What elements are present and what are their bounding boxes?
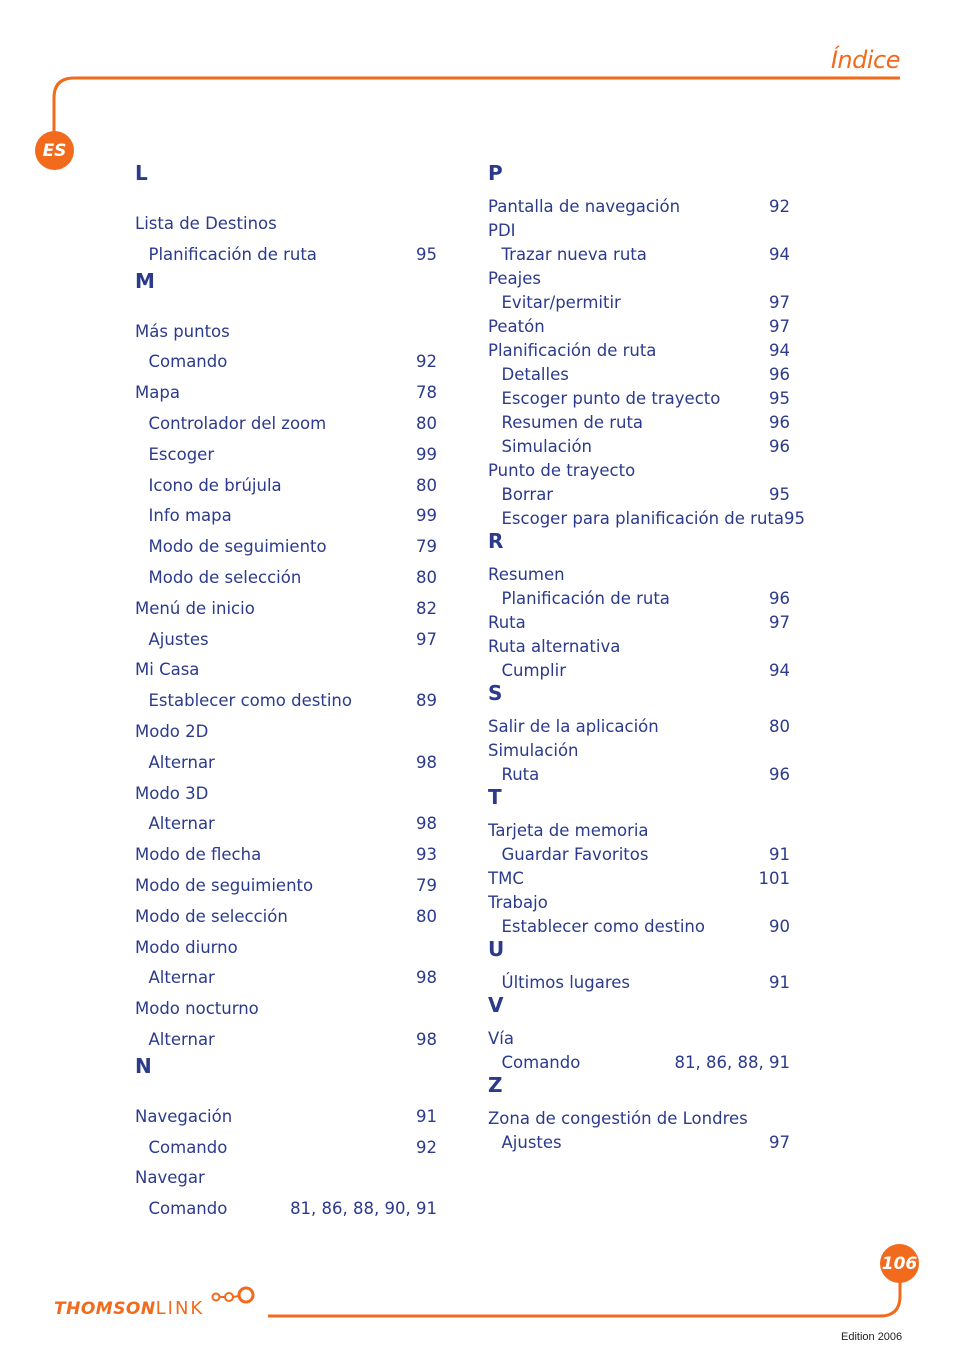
logo-circles-icon: [210, 1285, 260, 1307]
index-subentry: [135, 748, 437, 779]
entry-term: Establecer como destino: [501, 917, 705, 936]
index-subentry: [488, 483, 790, 507]
index-subentry: [135, 809, 437, 840]
index-subentry: [488, 291, 790, 315]
entry-term: PDI: [488, 221, 516, 240]
entry-page: 81, 86, 88, 91: [674, 1053, 790, 1072]
index-subentry: [488, 843, 790, 867]
index-entry: [488, 739, 790, 763]
entry-term: Planificación de ruta: [148, 244, 317, 264]
entry-page: 78: [416, 383, 437, 403]
entry-page: 97: [769, 317, 790, 336]
index-letter-v: V: [488, 993, 504, 1017]
entry-page: 96: [769, 765, 790, 784]
entry-term: Alternar: [148, 1029, 215, 1049]
entry-page: 80: [416, 413, 437, 433]
index-letter-r: R: [488, 529, 504, 553]
index-subentry: [488, 435, 790, 459]
entry-term: Modo de seguimiento: [135, 875, 314, 895]
entry-term: Vía: [488, 1029, 514, 1048]
entry-page: 95: [784, 509, 805, 528]
entry-term: Mapa: [135, 383, 180, 403]
entry-page: 97: [769, 293, 790, 312]
entry-page: 97: [769, 613, 790, 632]
index-subentry: [488, 971, 790, 995]
entry-term: Modo 3D: [135, 783, 209, 803]
index-entry: [135, 779, 437, 810]
entry-term: Planificación de ruta: [501, 589, 670, 608]
index-subentry: [488, 1131, 790, 1155]
index-entry: [135, 1102, 437, 1133]
index-entry: [135, 717, 437, 748]
entry-page: 79: [416, 875, 437, 895]
entry-term: Simulación: [488, 741, 579, 760]
index-entry: [488, 267, 790, 291]
language-badge: ES: [35, 131, 74, 170]
entry-page: 93: [416, 845, 437, 865]
entry-term: Trabajo: [488, 893, 548, 912]
entry-page: 91: [769, 973, 790, 992]
entry-page: 97: [769, 1133, 790, 1152]
entry-term: Zona de congestión de Londres: [488, 1109, 748, 1128]
entry-page: 92: [416, 352, 437, 372]
index-letter-l: L: [135, 161, 148, 185]
index-subentry: [135, 501, 437, 532]
index-entry: [488, 1107, 790, 1131]
index-subentry: [135, 409, 437, 440]
index-entry: [135, 378, 437, 409]
entry-term: Escoger punto de trayecto: [501, 389, 721, 408]
entry-term: Punto de trayecto: [488, 461, 636, 480]
entry-term: Salir de la aplicación: [488, 717, 659, 736]
index-subentry: [488, 587, 790, 611]
index-entry: [488, 611, 790, 635]
index-subentry: [135, 1194, 437, 1225]
entry-page: 95: [769, 389, 790, 408]
entry-term: Detalles: [501, 365, 569, 384]
entry-term: Modo 2D: [135, 721, 209, 741]
entry-term: Establecer como destino: [148, 691, 352, 711]
index-entry: [488, 891, 790, 915]
index-subentry: [135, 563, 437, 594]
entry-term: Alternar: [148, 968, 215, 988]
entry-page: 95: [416, 244, 437, 264]
entry-term: TMC: [488, 869, 524, 888]
entry-term: Modo de flecha: [135, 845, 262, 865]
index-entry: [488, 635, 790, 659]
index-subentry: [488, 387, 790, 411]
index-subentry: [135, 440, 437, 471]
entry-page: 98: [416, 814, 437, 834]
index-letter-s: S: [488, 681, 503, 705]
entry-term: Cumplir: [501, 661, 566, 680]
index-entry: [488, 195, 790, 219]
entry-term: Icono de brújula: [148, 475, 282, 495]
entry-page: 98: [416, 752, 437, 772]
index-subentry: [135, 471, 437, 502]
entry-page: 91: [416, 1106, 437, 1126]
index-entry: [135, 902, 437, 933]
edition-label: Edition 2006: [841, 1331, 903, 1343]
entry-term: Navegación: [135, 1106, 233, 1126]
index-subentry: [135, 1133, 437, 1164]
entry-page: 94: [769, 341, 790, 360]
entry-term: Navegar: [135, 1168, 205, 1188]
entry-page: 96: [769, 437, 790, 456]
entry-page: 98: [416, 1029, 437, 1049]
index-subentry: [135, 347, 437, 378]
entry-page: 101: [758, 869, 790, 888]
entry-term: Peatón: [488, 317, 545, 336]
index-entry: [488, 1027, 790, 1051]
entry-page: 80: [769, 717, 790, 736]
entry-term: Ruta: [488, 613, 526, 632]
index-letter-u: U: [488, 937, 505, 961]
index-subentry: [135, 963, 437, 994]
index-letter-t: T: [488, 785, 502, 809]
entry-page: 96: [769, 413, 790, 432]
index-subentry: [135, 625, 437, 656]
entry-page: 80: [416, 906, 437, 926]
index-subentry: [135, 1025, 437, 1056]
entry-term: Alternar: [148, 814, 215, 834]
index-entry: [135, 871, 437, 902]
entry-term: Menú de inicio: [135, 598, 255, 618]
entry-page: 94: [769, 661, 790, 680]
entry-term: Info mapa: [148, 506, 232, 526]
entry-page: 96: [769, 589, 790, 608]
entry-page: 96: [769, 365, 790, 384]
entry-term: Guardar Favoritos: [501, 845, 649, 864]
entry-term: Comando: [501, 1053, 581, 1072]
index-letter-m: M: [135, 268, 155, 293]
entry-page: 98: [416, 968, 437, 988]
index-subentry: [488, 1051, 790, 1075]
index-entry: [135, 994, 437, 1025]
index-subentry: [488, 659, 790, 683]
entry-term: Tarjeta de memoria: [488, 821, 649, 840]
entry-term: Comando: [148, 1199, 228, 1219]
entry-term: Ajustes: [501, 1133, 562, 1152]
entry-term: Modo diurno: [135, 937, 238, 957]
thomson-link-logo: [54, 1298, 204, 1319]
entry-page: 79: [416, 537, 437, 557]
entry-page: 97: [416, 629, 437, 649]
index-subentry: [488, 763, 790, 787]
index-entry: [135, 840, 437, 871]
entry-term: Mi Casa: [135, 660, 200, 680]
entry-term: Resumen: [488, 565, 565, 584]
entry-term: Evitar/permitir: [501, 293, 621, 312]
entry-term: Peajes: [488, 269, 541, 288]
entry-page: 82: [416, 598, 437, 618]
logo-brand-suffix: LINK: [155, 1298, 205, 1319]
entry-page: 92: [769, 197, 790, 216]
index-entry: [135, 594, 437, 625]
entry-term: Controlador del zoom: [148, 413, 327, 433]
entry-term: Modo nocturno: [135, 999, 259, 1019]
entry-page: 90: [769, 917, 790, 936]
index-subentry: [135, 686, 437, 717]
entry-page: 95: [769, 485, 790, 504]
index-subentry: [488, 915, 790, 939]
entry-page: 80: [416, 475, 437, 495]
entry-term: Borrar: [501, 485, 554, 504]
entry-term: Ruta alternativa: [488, 637, 621, 656]
entry-term: Pantalla de navegación: [488, 197, 681, 216]
index-entry: [488, 339, 790, 363]
index-subentry: [135, 240, 437, 271]
entry-page: 94: [769, 245, 790, 264]
index-entry: [488, 715, 790, 739]
index-letter-z: Z: [488, 1073, 503, 1097]
index-subentry: [488, 243, 790, 267]
entry-page: 92: [416, 1137, 437, 1157]
index-letter-n: N: [135, 1053, 152, 1078]
entry-term: Comando: [148, 1137, 228, 1157]
entry-page: 89: [416, 691, 437, 711]
index-entry: [135, 1163, 437, 1194]
index-entry: [135, 933, 437, 964]
page-title: Índice: [830, 46, 900, 74]
logo-brand: THOMSON: [54, 1299, 156, 1319]
entry-term: Trazar nueva ruta: [501, 245, 647, 264]
entry-page: 91: [769, 845, 790, 864]
entry-term: Alternar: [148, 752, 215, 772]
index-entry: [488, 819, 790, 843]
index-column-right: [488, 161, 805, 1155]
entry-term: Lista de Destinos: [135, 214, 277, 233]
entry-term: Escoger: [148, 444, 215, 464]
index-entry: [488, 563, 790, 587]
entry-term: Últimos lugares: [501, 973, 631, 992]
entry-term: Ajustes: [148, 629, 209, 649]
index-subentry: [488, 363, 790, 387]
index-subentry: [135, 532, 437, 563]
index-entry: [488, 459, 790, 483]
index-entry: [135, 655, 437, 686]
index-entry: [488, 219, 790, 243]
entry-term: Planificación de ruta: [488, 341, 657, 360]
entry-term: Comando: [148, 352, 228, 372]
index-entry: [488, 867, 790, 891]
entry-page: 81, 86, 88, 90, 91: [290, 1199, 437, 1219]
page-number-badge: 106: [880, 1244, 919, 1283]
index-entry: [135, 317, 437, 348]
entry-term: Simulación: [501, 437, 592, 456]
entry-term: Más puntos: [135, 321, 230, 341]
entry-term: Modo de seguimiento: [148, 537, 327, 557]
entry-page: 99: [416, 506, 437, 526]
entry-term: Escoger para planificación de ruta: [501, 509, 784, 528]
entry-term: Modo de selección: [135, 906, 288, 926]
entry-term: Resumen de ruta: [501, 413, 644, 432]
entry-page: 99: [416, 444, 437, 464]
index-subentry: [488, 411, 790, 435]
entry-term: Modo de selección: [148, 567, 302, 587]
index-subentry: [488, 507, 805, 531]
index-column-left: [135, 163, 437, 1225]
index-entry: [135, 209, 437, 240]
index-letter-p: P: [488, 161, 503, 185]
index-entry: [488, 315, 790, 339]
entry-term: Ruta: [501, 765, 540, 784]
entry-page: 80: [416, 567, 437, 587]
